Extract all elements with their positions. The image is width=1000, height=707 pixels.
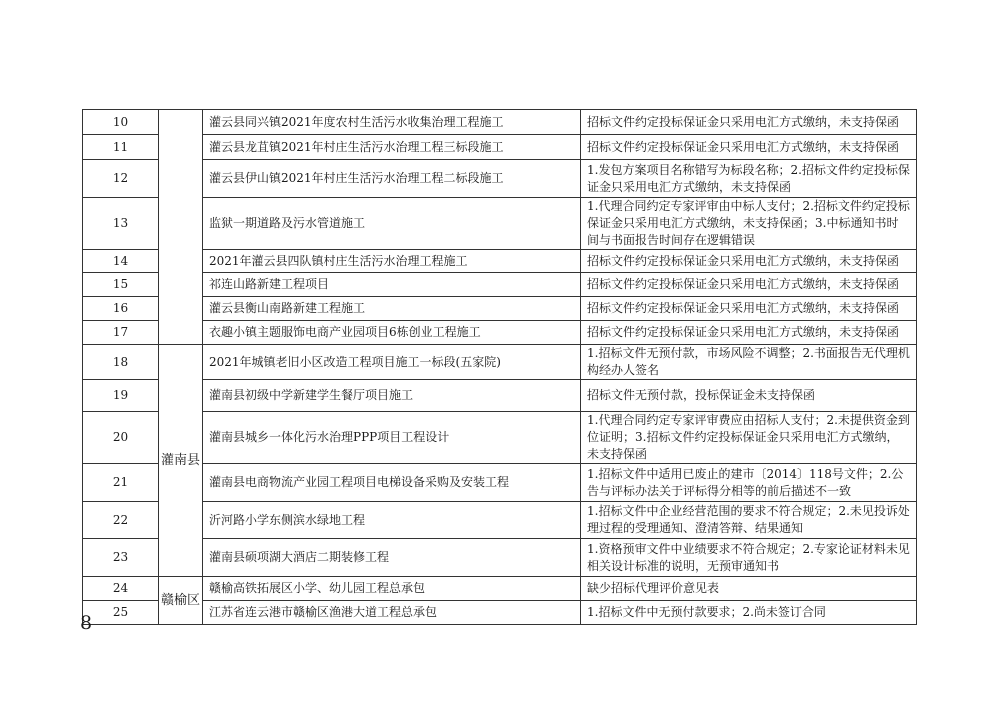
table-row (83, 412, 917, 464)
project-name: 灌云县衡山南路新建工程施工 (203, 297, 581, 321)
county-cell-ganyu: 赣榆区 (159, 577, 203, 625)
project-name: 灌南县初级中学新建学生餐厅项目施工 (203, 380, 581, 412)
row-number: 25 (83, 601, 159, 625)
page-number: 8 (80, 612, 93, 634)
table-row (83, 160, 917, 198)
issue-text: 1.资格预审文件中业绩要求不符合规定；2.专家论证材料未见相关设计标准的说明，无预审通知书 (581, 539, 917, 577)
issue-text: 1.发包方案项目名称错写为标段名称；2.招标文件约定投标保证金只采用电汇方式缴纳，未支持保函 (581, 160, 917, 198)
county-cell-guannan: 灌南县 (159, 345, 203, 577)
row-number: 20 (83, 412, 159, 464)
table-row (83, 273, 917, 297)
project-name: 灌南县硕项湖大酒店二期装修工程 (203, 539, 581, 577)
row-number: 11 (83, 135, 159, 160)
row-number: 24 (83, 577, 159, 601)
issue-text: 1.代理合同约定专家评审费应由招标人支付；2.未提供资金到位证明；3.招标文件约定投标保证金只采用电汇方式缴纳，未支持保函 (581, 412, 917, 464)
issue-text: 缺少招标代理评价意见表 (581, 577, 917, 601)
row-number: 23 (83, 539, 159, 577)
row-number: 21 (83, 464, 159, 502)
table-row (83, 502, 917, 539)
row-number: 14 (83, 250, 159, 273)
table-row (83, 539, 917, 577)
issue-text: 招标文件约定投标保证金只采用电汇方式缴纳，未支持保函 (581, 110, 917, 135)
issue-text: 招标文件无预付款，投标保证金未支持保函 (581, 380, 917, 412)
project-name: 灌南县电商物流产业园工程项目电梯设备采购及安装工程 (203, 464, 581, 502)
issue-text: 招标文件约定投标保证金只采用电汇方式缴纳，未支持保函 (581, 250, 917, 273)
issue-text: 招标文件约定投标保证金只采用电汇方式缴纳，未支持保函 (581, 273, 917, 297)
row-number: 13 (83, 198, 159, 250)
row-number: 18 (83, 345, 159, 380)
table-row (83, 250, 917, 273)
project-name: 灌云县同兴镇2021年度农村生活污水收集治理工程施工 (203, 110, 581, 135)
table-row (83, 380, 917, 412)
project-name: 灌南县城乡一体化污水治理PPP项目工程设计 (203, 412, 581, 464)
row-number: 10 (83, 110, 159, 135)
row-number: 22 (83, 502, 159, 539)
issue-text: 1.招标文件中适用已废止的建市〔2014〕118号文件；2.公告与评标办法关于评标得分相等的前后描述不一致 (581, 464, 917, 502)
issue-text: 1.代理合同约定专家评审由中标人支付；2.招标文件约定投标保证金只采用电汇方式缴纳，未支持保函；3.中标通知书时间与书面报告时间存在逻辑错误 (581, 198, 917, 250)
issue-text: 招标文件约定投标保证金只采用电汇方式缴纳，未支持保函 (581, 321, 917, 345)
county-cell-guanyun (159, 110, 203, 345)
project-name: 赣榆高铁拓展区小学、幼儿园工程总承包 (203, 577, 581, 601)
issue-text: 1.招标文件中企业经营范围的要求不符合规定；2.未见投诉处理过程的受理通知、澄清答辩、结果通知 (581, 502, 917, 539)
project-name: 衣趣小镇主题服饰电商产业园项目6栋创业工程施工 (203, 321, 581, 345)
audit-issues-table (82, 109, 917, 625)
table-row (83, 135, 917, 160)
issue-text: 1.招标文件无预付款，市场风险不调整；2.书面报告无代理机构经办人签名 (581, 345, 917, 380)
project-name: 江苏省连云港市赣榆区渔港大道工程总承包 (203, 601, 581, 625)
table-row (83, 110, 917, 135)
table-row (83, 297, 917, 321)
project-name: 祁连山路新建工程项目 (203, 273, 581, 297)
project-name: 灌云县龙苴镇2021年村庄生活污水治理工程三标段施工 (203, 135, 581, 160)
table-row (83, 601, 917, 625)
row-number: 12 (83, 160, 159, 198)
row-number: 17 (83, 321, 159, 345)
project-name: 沂河路小学东侧滨水绿地工程 (203, 502, 581, 539)
issue-text: 招标文件约定投标保证金只采用电汇方式缴纳，未支持保函 (581, 135, 917, 160)
row-number: 19 (83, 380, 159, 412)
project-name: 灌云县伊山镇2021年村庄生活污水治理工程二标段施工 (203, 160, 581, 198)
table-row (83, 345, 917, 380)
project-name: 监狱一期道路及污水管道施工 (203, 198, 581, 250)
table-row (83, 464, 917, 502)
table-row (83, 321, 917, 345)
issue-text: 招标文件约定投标保证金只采用电汇方式缴纳，未支持保函 (581, 297, 917, 321)
table-row (83, 577, 917, 601)
table-row (83, 198, 917, 250)
project-name: 2021年城镇老旧小区改造工程项目施工一标段(五家院) (203, 345, 581, 380)
project-name: 2021年灌云县四队镇村庄生活污水治理工程施工 (203, 250, 581, 273)
issue-text: 1.招标文件中无预付款要求；2.尚未签订合同 (581, 601, 917, 625)
row-number: 16 (83, 297, 159, 321)
row-number: 15 (83, 273, 159, 297)
